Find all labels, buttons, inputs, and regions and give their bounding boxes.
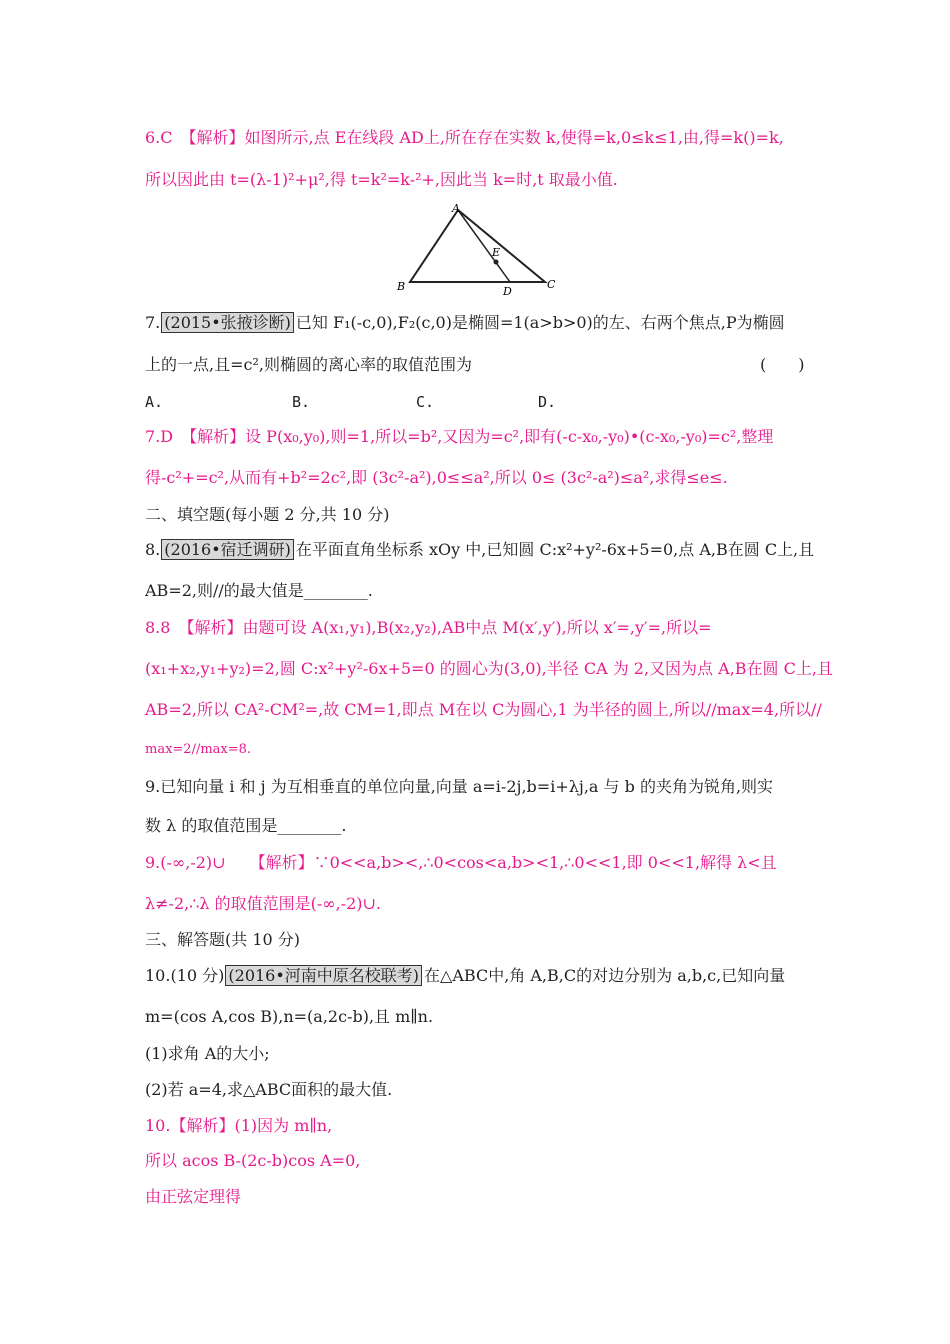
q10-number: 10.(10 分) [145,966,225,985]
q10-question-line2: m=(cos A,cos B),n=(a,2c-b),且 m∥n. [145,1007,434,1026]
q8-question-text: 在平面直角坐标系 xOy 中,已知圆 C:x²+y²-6x+5=0,点 A,B在圆 C上,且 [295,540,815,559]
q7-question-line1 [145,313,785,333]
q8-source-tag: (2016•宿迁调研) [161,539,294,560]
label-c: C [547,278,556,291]
label-b: B [397,280,406,293]
q7-option-d: D. [538,393,557,411]
triangle-abc [410,210,545,282]
q8-answer-line1: 8.8 【解析】由题可设 A(x₁,y₁),B(x₂,y₂),AB中点 M(x′,y′),所以 x′=,y′=,所以= [145,618,712,637]
q7-option-b: B. [292,393,311,411]
q10-answer-line3: 由正弦定理得 [145,1187,242,1206]
q8-answer-line3: AB=2,所以 CA²-CM²=,故 CM=1,即点 M在以 C为圆心,1 为半径的圆上,所以//max=4,所以// [145,700,822,719]
q7-option-c: C. [416,393,435,411]
q10-question-text: 在△ABC中,角 A,B,C的对边分别为 a,b,c,已知向量 [424,966,786,985]
label-d: D [503,285,512,297]
q7-question-line2: 上的一点,且=c²,则椭圆的离心率的取值范围为 [145,355,472,374]
q10-question-line1 [145,966,785,986]
q9-answer-line1: 9.(-∞,-2)∪ 【解析】∵0<<a,b><,∴0<cos<a,b><1,∴0<<1,即 0<<1,解得 λ<且 [145,853,777,872]
q8-question-line1 [145,540,814,560]
label-e: E [492,246,501,259]
q9-question-line1: 9.已知向量 i 和 j 为互相垂直的单位向量,向量 a=i-2j,b=i+λj,a 与 b 的夹角为锐角,则实 [145,777,774,796]
label-a: A [452,202,460,215]
q6-answer-line1: 6.C 【解析】如图所示,点 E在线段 AD上,所在存在实数 k,使得=k,0≤k≤1,由,得=k()=k, [145,128,784,147]
q7-answer-paren: ( ) [760,355,805,374]
q10-answer-line2: 所以 acos B-(2c-b)cos A=0, [145,1151,361,1170]
q8-question-line2: AB=2,则//的最大值是________. [145,581,373,600]
q10-source-tag: (2016•河南中原名校联考) [225,965,422,986]
q9-question-line2: 数 λ 的取值范围是________. [145,816,347,835]
q7-answer-line2: 得-c²+=c²,从而有+b²=2c²,即 (3c²-a²),0≤≤a²,所以 0≤ (3c²-a²)≤a²,求得≤e≤. [145,468,728,487]
q9-answer-line2: λ≠-2,∴λ 的取值范围是(-∞,-2)∪. [145,894,382,913]
triangle-figure [390,202,560,301]
q10-answer-line1: 10.【解析】(1)因为 m∥n, [145,1116,333,1135]
q7-answer-line1: 7.D 【解析】设 P(x₀,y₀),则=1,所以=b²,又因为=c²,即有(-c-x₀,-y₀)•(c-x₀,-y₀)=c²,整理 [145,427,774,446]
q10-subquestion-2: (2)若 a=4,求△ABC面积的最大值. [145,1080,393,1099]
q8-answer-line2: (x₁+x₂,y₁+y₂)=2,圆 C:x²+y²-6x+5=0 的圆心为(3,0),半径 CA 为 2,又因为点 A,B在圆 C上,且 [145,659,833,678]
q8-answer-line4: max=2//max=8. [145,742,252,757]
section-solution-heading: 三、解答题(共 10 分) [145,930,301,949]
q8-number: 8. [145,540,161,559]
q10-subquestion-1: (1)求角 A的大小; [145,1044,270,1063]
triangle-diagram [390,202,560,297]
q7-option-a: A. [145,393,164,411]
q6-answer-line2: 所以因此由 t=(λ-1)²+μ²,得 t=k²=k-²+,因此当 k=时,t 取最小值. [145,170,618,189]
point-e [494,260,499,265]
q7-number: 7. [145,313,161,332]
q7-question-text: 已知 F₁(-c,0),F₂(c,0)是椭圆=1(a>b>0)的左、右两个焦点,P为椭圆 [295,313,785,332]
section-fill-in-heading: 二、填空题(每小题 2 分,共 10 分) [145,505,390,524]
q7-source-tag: (2015•张掖诊断) [161,312,294,333]
